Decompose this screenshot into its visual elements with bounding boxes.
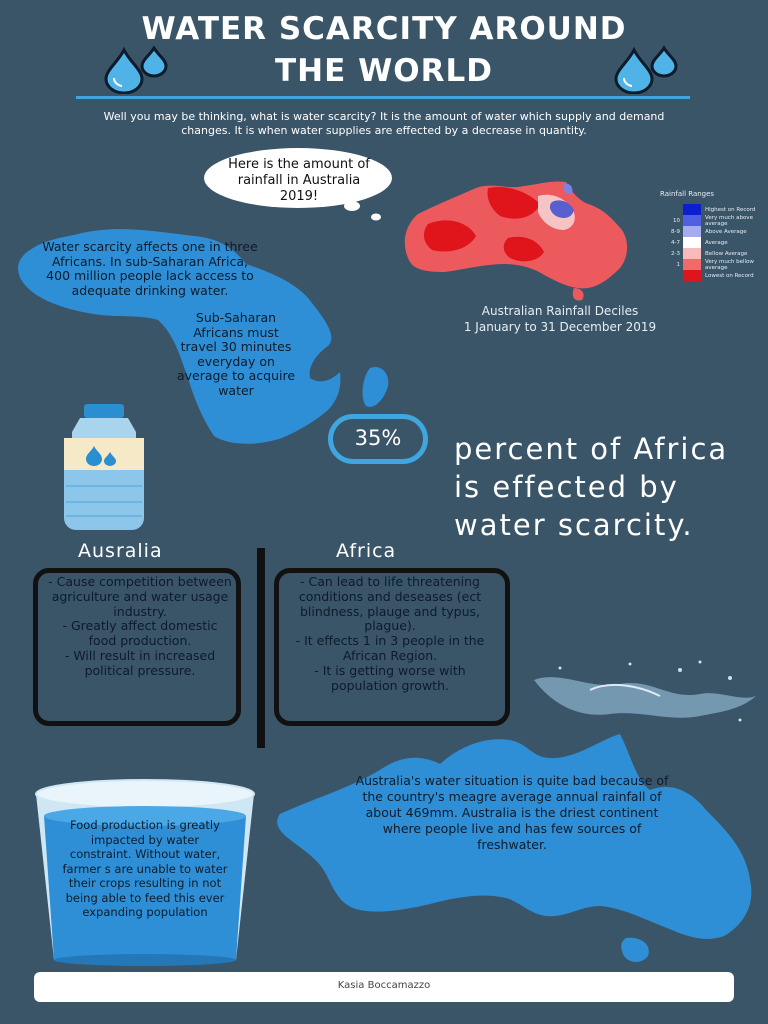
legend-row: 2-3 Bellow Average: [660, 248, 768, 259]
legend-swatch: [683, 259, 701, 270]
stat-text-content: percent of Africa is effected by water scarcity.: [454, 432, 729, 542]
rainfall-legend: [660, 204, 768, 281]
legend-row: 10 Very much above average: [673, 214, 753, 227]
legend-row: 8-9 Above Average: [660, 226, 768, 237]
africa-heading: Africa: [336, 540, 397, 562]
map-caption: Australian Rainfall Deciles 1 January to 31 December 2019: [463, 304, 657, 334]
legend-row: 4-7 Average: [660, 237, 768, 248]
title-divider: [76, 96, 690, 99]
africa-points: - Can lead to life threatening conditions and deseases (ect blindness, plauge and typus, plague). - It effects 1 in 3 people in the African Region. - It is getting worse with population growth.: [295, 574, 485, 693]
legend-swatch: [683, 226, 701, 237]
column-divider: [257, 548, 265, 748]
water-splash-icon: [530, 650, 760, 730]
australia-heading: Ausralia: [78, 540, 163, 562]
legend-swatch: [683, 215, 701, 226]
page-title: WATER SCARCITY AROUND THE WORLD: [141, 11, 627, 89]
glass-fact: Food production is greatly impacted by water constraint. Without water, farmer s are unable to water their crops resulting in not being able to feed this ever expanding population: [62, 818, 228, 919]
water-drops-icon: [100, 46, 174, 94]
legend-swatch: [683, 270, 701, 281]
legend-row: 1 Very much bellow average: [676, 258, 754, 271]
legend-swatch: [683, 248, 701, 259]
legend-title: Rainfall Ranges: [660, 190, 715, 198]
percent-value: 35%: [354, 426, 402, 450]
legend-swatch: [683, 237, 701, 248]
australia-fact: Australia's water situation is quite bad because of the country's meagre average annual rainfall of about 469mm. Australia is the driest continent where people live and has few sources of freshwater.: [355, 773, 669, 852]
australia-points: - Cause competition between agriculture and water usage industry. - Greatly affect domestic food production. - Will result in increased political pressure.: [48, 574, 232, 678]
africa-fact-2: Sub-Saharan Africans must travel 30 minutes everyday on average to acquire water: [176, 310, 296, 398]
legend-row: Highest on Record: [660, 204, 768, 215]
legend-row: Lowest on Record: [660, 270, 768, 281]
stat-text: [318, 430, 738, 544]
water-drops-icon: [610, 46, 684, 94]
water-bottle-icon: [60, 402, 148, 534]
author-name: Kasia Boccamazzo: [337, 980, 431, 991]
africa-fact-1: Water scarcity affects one in three Africans. In sub-Saharan Africa, 400 million people lack access to adequate drinking water.: [42, 239, 258, 298]
legend-swatch: [683, 204, 701, 215]
australia-rainfall-map: [388, 178, 638, 302]
speech-bubble-text: Here is the amount of rainfall in Australia 2019!: [228, 157, 370, 204]
intro-text: Well you may be thinking, what is water scarcity? It is the amount of water which supply and demand changes. It is when water supplies are effected by a decrease in quantity.: [103, 110, 665, 137]
